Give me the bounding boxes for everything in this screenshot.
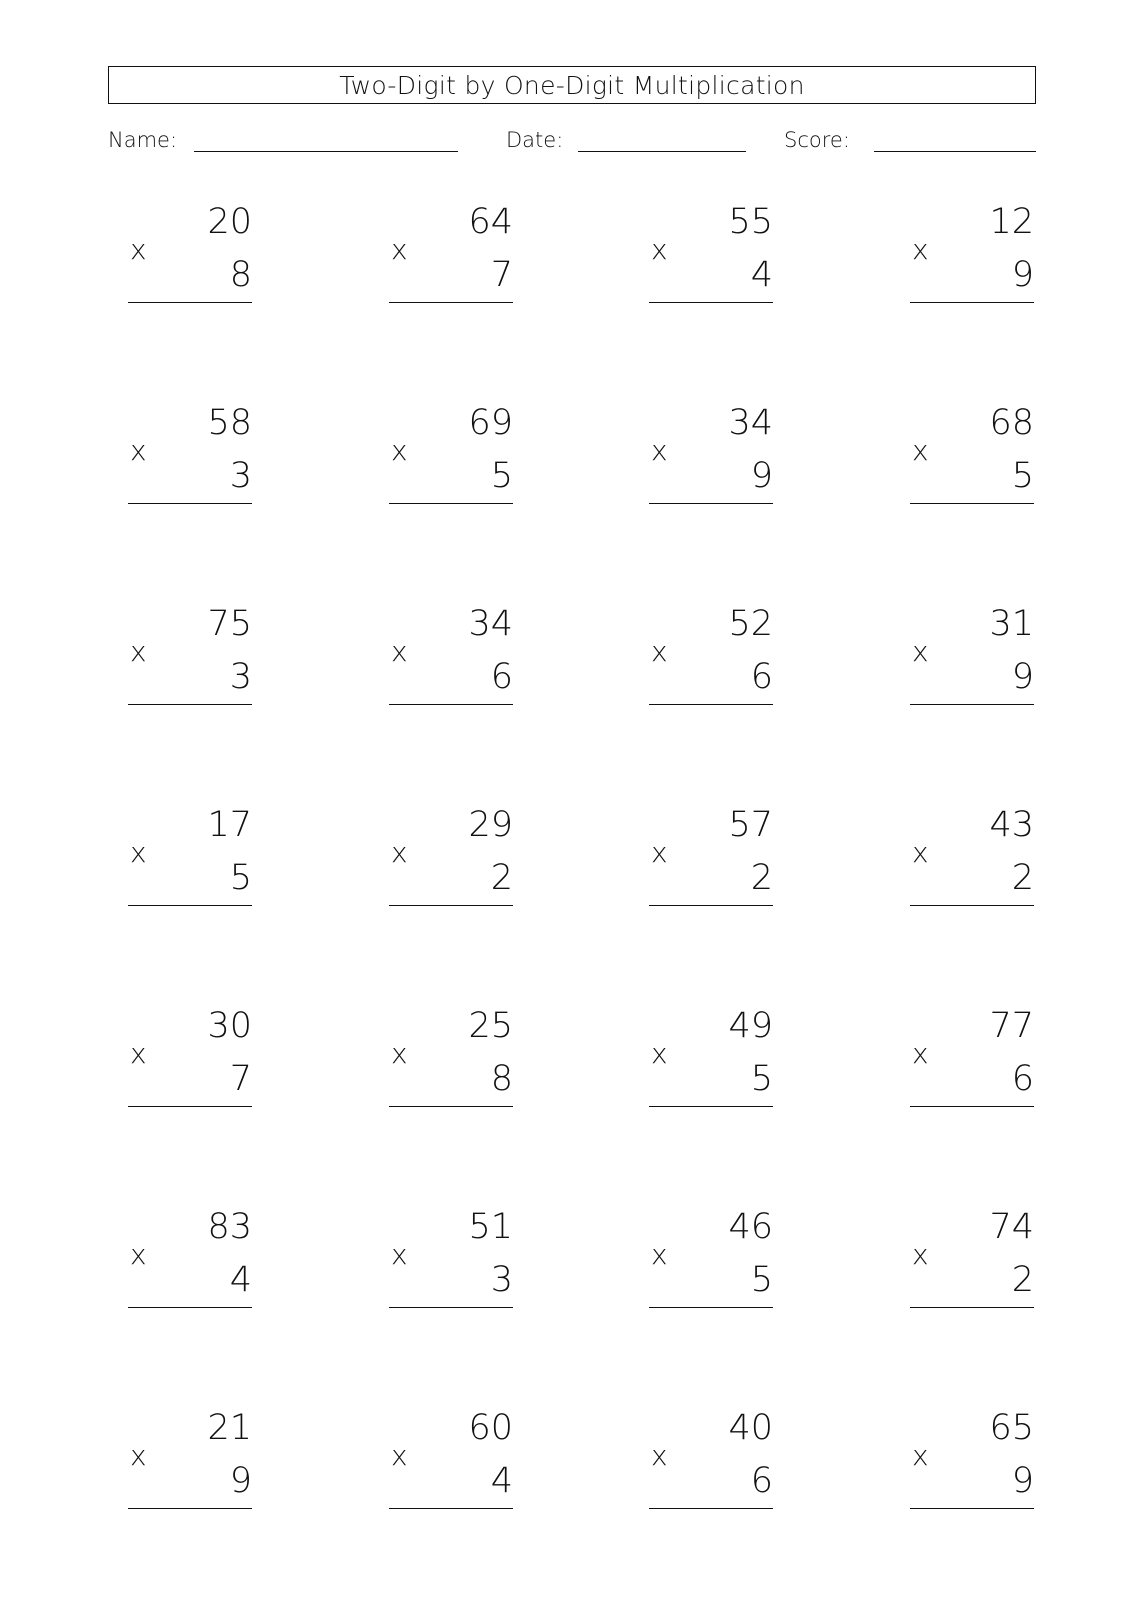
multiplier: 2 — [490, 858, 513, 898]
multiplicand: 65 — [989, 1408, 1034, 1448]
multiplicand: 29 — [468, 805, 513, 845]
multiplier: 4 — [490, 1461, 513, 1501]
answer-line[interactable] — [910, 503, 1034, 504]
multiplier: 9 — [1011, 1461, 1034, 1501]
multiply-sign: x — [391, 1238, 408, 1271]
answer-line[interactable] — [649, 905, 773, 906]
multiply-sign: x — [391, 1439, 408, 1472]
score-label: Score: — [784, 128, 850, 152]
problem-7-3 — [649, 1408, 773, 1518]
multiplier: 7 — [229, 1059, 252, 1099]
multiplicand: 46 — [728, 1207, 773, 1247]
problem-2-3 — [649, 403, 773, 513]
answer-line[interactable] — [128, 704, 252, 705]
name-label: Name: — [108, 128, 178, 152]
multiplier: 4 — [750, 255, 773, 295]
problem-6-1 — [128, 1207, 252, 1317]
multiply-sign: x — [912, 233, 929, 266]
problem-6-4 — [910, 1207, 1034, 1317]
answer-line[interactable] — [910, 302, 1034, 303]
multiplicand: 30 — [207, 1006, 252, 1046]
problem-2-4 — [910, 403, 1034, 513]
multiplicand: 75 — [207, 604, 252, 644]
multiplicand: 68 — [989, 403, 1034, 443]
multiplier: 4 — [229, 1260, 252, 1300]
multiply-sign: x — [651, 1238, 668, 1271]
date-label: Date: — [506, 128, 564, 152]
problem-3-2 — [389, 604, 513, 714]
multiplicand: 34 — [728, 403, 773, 443]
multiplicand: 60 — [468, 1408, 513, 1448]
multiplicand: 74 — [989, 1207, 1034, 1247]
multiplier: 2 — [1011, 858, 1034, 898]
multiplicand: 55 — [728, 202, 773, 242]
problem-5-1 — [128, 1006, 252, 1116]
answer-line[interactable] — [389, 905, 513, 906]
multiplier: 2 — [1011, 1260, 1034, 1300]
answer-line[interactable] — [389, 704, 513, 705]
multiplicand: 21 — [207, 1408, 252, 1448]
problem-4-3 — [649, 805, 773, 915]
multiply-sign: x — [651, 233, 668, 266]
multiplier: 9 — [750, 456, 773, 496]
problem-6-3 — [649, 1207, 773, 1317]
multiplier: 5 — [1011, 456, 1034, 496]
multiply-sign: x — [651, 635, 668, 668]
multiplier: 3 — [490, 1260, 513, 1300]
multiplicand: 64 — [468, 202, 513, 242]
multiplier: 9 — [1011, 255, 1034, 295]
multiplier: 5 — [490, 456, 513, 496]
multiplier: 5 — [750, 1059, 773, 1099]
multiplicand: 12 — [989, 202, 1034, 242]
multiply-sign: x — [391, 233, 408, 266]
multiply-sign: x — [130, 1439, 147, 1472]
multiply-sign: x — [130, 1037, 147, 1070]
multiplicand: 25 — [468, 1006, 513, 1046]
answer-line[interactable] — [649, 503, 773, 504]
answer-line[interactable] — [649, 1508, 773, 1509]
multiply-sign: x — [391, 635, 408, 668]
multiply-sign: x — [912, 434, 929, 467]
multiply-sign: x — [130, 434, 147, 467]
problem-3-3 — [649, 604, 773, 714]
problem-4-1 — [128, 805, 252, 915]
multiply-sign: x — [651, 836, 668, 869]
answer-line[interactable] — [389, 1307, 513, 1308]
answer-line[interactable] — [910, 905, 1034, 906]
multiplier: 2 — [750, 858, 773, 898]
multiply-sign: x — [130, 233, 147, 266]
multiply-sign: x — [651, 1037, 668, 1070]
multiply-sign: x — [391, 836, 408, 869]
multiplicand: 20 — [207, 202, 252, 242]
multiplier: 3 — [229, 456, 252, 496]
multiply-sign: x — [130, 836, 147, 869]
problem-1-2 — [389, 202, 513, 312]
multiplicand: 77 — [989, 1006, 1034, 1046]
answer-line[interactable] — [128, 905, 252, 906]
multiply-sign: x — [130, 1238, 147, 1271]
problem-7-1 — [128, 1408, 252, 1518]
problem-1-3 — [649, 202, 773, 312]
multiplicand: 58 — [207, 403, 252, 443]
problem-1-1 — [128, 202, 252, 312]
multiplier: 5 — [229, 858, 252, 898]
multiplier: 6 — [750, 657, 773, 697]
answer-line[interactable] — [910, 1508, 1034, 1509]
multiplier: 7 — [490, 255, 513, 295]
problem-3-1 — [128, 604, 252, 714]
problem-3-4 — [910, 604, 1034, 714]
problem-6-2 — [389, 1207, 513, 1317]
answer-line[interactable] — [910, 1307, 1034, 1308]
multiplier: 8 — [490, 1059, 513, 1099]
answer-line[interactable] — [649, 704, 773, 705]
problem-2-1 — [128, 403, 252, 513]
problem-4-4 — [910, 805, 1034, 915]
answer-line[interactable] — [910, 704, 1034, 705]
multiplicand: 49 — [728, 1006, 773, 1046]
answer-line[interactable] — [910, 1106, 1034, 1107]
multiply-sign: x — [130, 635, 147, 668]
multiply-sign: x — [912, 635, 929, 668]
multiplier: 6 — [1011, 1059, 1034, 1099]
answer-line[interactable] — [389, 1106, 513, 1107]
answer-line[interactable] — [649, 302, 773, 303]
multiplier: 9 — [229, 1461, 252, 1501]
problem-7-2 — [389, 1408, 513, 1518]
problem-4-2 — [389, 805, 513, 915]
multiplicand: 83 — [207, 1207, 252, 1247]
multiplier: 5 — [750, 1260, 773, 1300]
multiply-sign: x — [651, 1439, 668, 1472]
answer-line[interactable] — [649, 1307, 773, 1308]
multiplier: 8 — [229, 255, 252, 295]
multiplicand: 40 — [728, 1408, 773, 1448]
problem-1-4 — [910, 202, 1034, 312]
multiplier: 3 — [229, 657, 252, 697]
multiply-sign: x — [912, 1238, 929, 1271]
multiply-sign: x — [912, 1439, 929, 1472]
multiply-sign: x — [651, 434, 668, 467]
multiply-sign: x — [391, 434, 408, 467]
answer-line[interactable] — [389, 302, 513, 303]
answer-line[interactable] — [128, 1106, 252, 1107]
multiplicand: 52 — [728, 604, 773, 644]
problem-2-2 — [389, 403, 513, 513]
answer-line[interactable] — [128, 302, 252, 303]
multiplicand: 31 — [989, 604, 1034, 644]
problem-5-3 — [649, 1006, 773, 1116]
answer-line[interactable] — [128, 503, 252, 504]
multiplicand: 43 — [989, 805, 1034, 845]
multiply-sign: x — [391, 1037, 408, 1070]
multiplicand: 69 — [468, 403, 513, 443]
multiply-sign: x — [912, 836, 929, 869]
problem-5-4 — [910, 1006, 1034, 1116]
answer-line[interactable] — [389, 503, 513, 504]
answer-line[interactable] — [128, 1508, 252, 1509]
multiplier: 6 — [490, 657, 513, 697]
multiplicand: 57 — [728, 805, 773, 845]
answer-line[interactable] — [389, 1508, 513, 1509]
problem-5-2 — [389, 1006, 513, 1116]
multiplicand: 51 — [468, 1207, 513, 1247]
multiplier: 6 — [750, 1461, 773, 1501]
answer-line[interactable] — [128, 1307, 252, 1308]
multiplicand: 17 — [207, 805, 252, 845]
multiplier: 9 — [1011, 657, 1034, 697]
page-title: Two-Digit by One-Digit Multiplication — [339, 70, 805, 100]
problem-7-4 — [910, 1408, 1034, 1518]
answer-line[interactable] — [649, 1106, 773, 1107]
multiply-sign: x — [912, 1037, 929, 1070]
multiplicand: 34 — [468, 604, 513, 644]
